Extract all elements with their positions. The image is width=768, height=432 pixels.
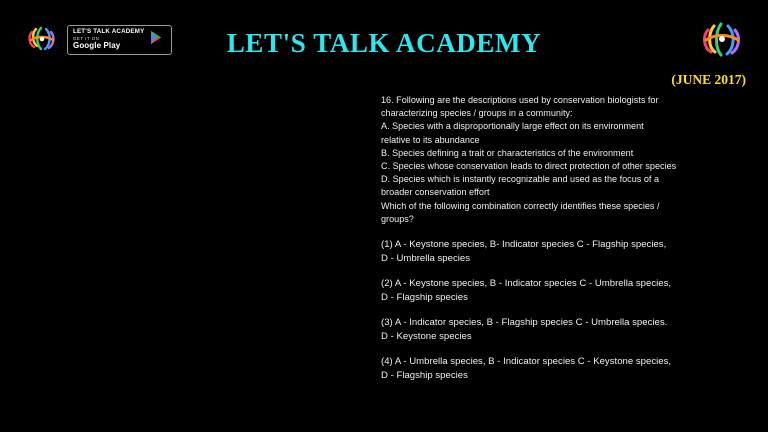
- question-stem-line: relative to its abundance: [381, 134, 480, 145]
- badge-title: LET'S TALK ACADEMY: [73, 27, 145, 35]
- question-stem-line: Which of the following combination correctly identifies these species /: [381, 200, 660, 211]
- option-line: D - Flagship species: [381, 370, 468, 382]
- answer-options: [381, 238, 751, 383]
- option-line: (4) A - Umbrella species, B - Indicator species C - Keystone species,: [381, 356, 672, 368]
- option-line: D - Umbrella species: [381, 253, 471, 265]
- option-line: (1) A - Keystone species, B- Indicator species C - Flagship species,: [381, 239, 667, 251]
- option-line: D - Keystone species: [381, 331, 472, 343]
- question-stem-line: broader conservation effort: [381, 187, 490, 198]
- brand-right-icon: [698, 18, 746, 62]
- question-stem: [381, 94, 751, 226]
- option-4[interactable]: [381, 355, 751, 383]
- question-stem-line: B. Species defining a trait or characteristics of the environment: [381, 147, 634, 158]
- question-content: [381, 94, 751, 394]
- question-stem-line: A. Species with a disproportionally large effect on its environment: [381, 121, 644, 132]
- option-2[interactable]: [381, 277, 751, 305]
- option-3[interactable]: [381, 316, 751, 344]
- page-title: LET'S TALK ACADEMY: [226, 28, 542, 58]
- option-line: (3) A - Indicator species, B - Flagship species C - Umbrella species.: [381, 317, 668, 329]
- badge-store-name: Google Play: [73, 41, 121, 51]
- exam-date-label: (JUNE 2017): [671, 72, 746, 87]
- question-stem-line: D. Species which is instantly recognizable and used as the focus of a: [381, 174, 660, 185]
- question-stem-line: groups?: [381, 213, 414, 224]
- option-line: D - Flagship species: [381, 292, 468, 304]
- option-line: (2) A - Keystone species, B - Indicator species C - Umbrella species,: [381, 278, 672, 290]
- option-1[interactable]: [381, 238, 751, 266]
- question-stem-line: C. Species whose conservation leads to direct protection of other species: [381, 161, 677, 172]
- badge-subtitle: GET IT ON: [73, 35, 100, 41]
- question-stem-line: 16. Following are the descriptions used by conservation biologists for: [381, 95, 659, 105]
- question-stem-line: characterizing species / groups in a community:: [381, 108, 573, 119]
- page-header: [0, 0, 768, 87]
